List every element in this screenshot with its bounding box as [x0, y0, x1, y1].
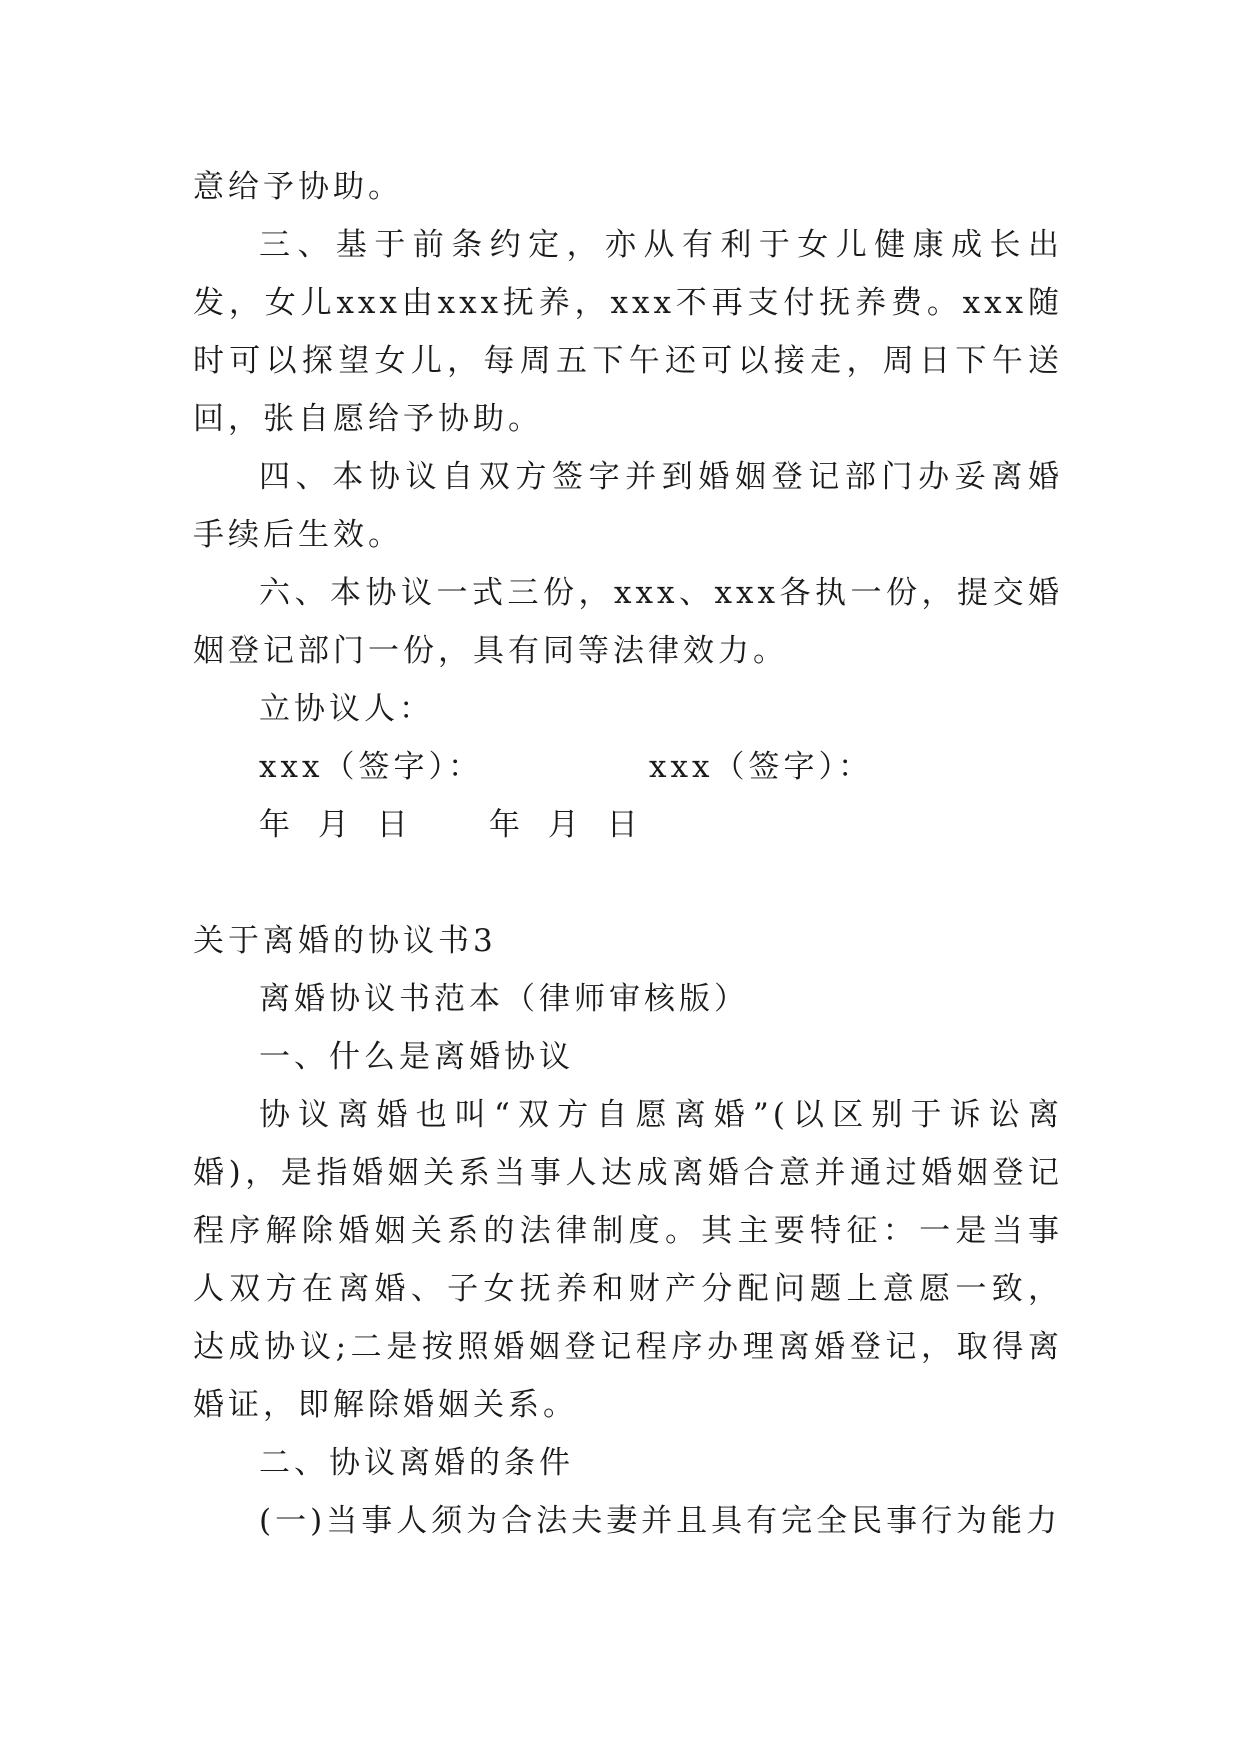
section-spacer — [193, 854, 1063, 912]
document-body — [193, 158, 1063, 1550]
signature-left: xxx（签字）： — [259, 749, 483, 785]
condition-one: (一)当事人须为合法夫妻并且具有完全民事行为能力 — [259, 1503, 1062, 1539]
paragraph-continuation: 意给予协助。 — [193, 169, 403, 205]
date-row — [193, 796, 1063, 854]
clause-three: 三、基于前条约定，亦从有利于女儿健康成长出发，女儿xxx由xxx抚养，xxx不再支付抚养费。xxx随时可以探望女儿，每周五下午还可以接走，周日下午送回，张自愿给予协助。 — [193, 227, 1063, 437]
heading-what-is: 一、什么是离婚协议 — [259, 1039, 574, 1075]
section-subtitle: 离婚协议书范本（律师审核版） — [259, 981, 749, 1017]
heading-conditions: 二、协议离婚的条件 — [259, 1445, 574, 1481]
signatories-label: 立协议人： — [259, 691, 434, 727]
signature-right: xxx（签字）： — [649, 749, 873, 785]
definition-paragraph: 协议离婚也叫“双方自愿离婚”(以区别于诉讼离婚)，是指婚姻关系当事人达成离婚合意并通过婚姻登记程序解除婚姻关系的法律制度。其主要特征：一是当事人双方在离婚、子女抚养和财产分配问题上意愿一致，达成协议;二是按照婚姻登记程序办理离婚登记，取得离婚证，即解除婚姻关系。 — [193, 1097, 1063, 1423]
date-left: 年 月 日 — [259, 807, 412, 843]
clause-four: 四、本协议自双方签字并到婚姻登记部门办妥离婚手续后生效。 — [193, 459, 1063, 553]
clause-six: 六、本协议一式三份，xxx、xxx各执一份，提交婚姻登记部门一份，具有同等法律效力。 — [193, 575, 1063, 669]
signature-row — [193, 738, 1063, 796]
date-right: 年 月 日 — [489, 807, 642, 843]
section-title: 关于离婚的协议书3 — [193, 923, 497, 959]
